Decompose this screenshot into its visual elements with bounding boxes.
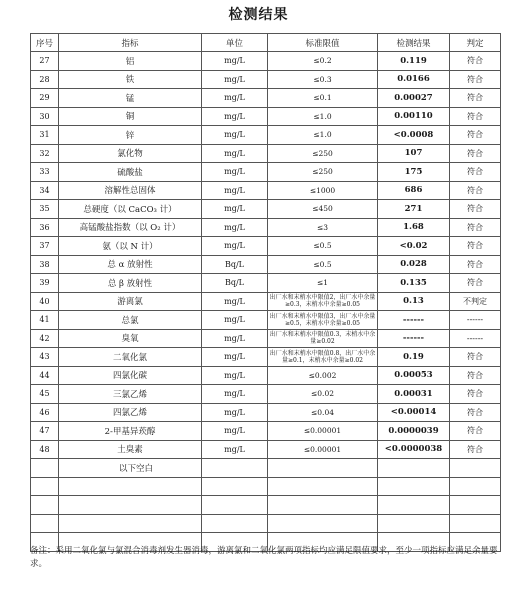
row-item-cell: 三氯乙烯 [59,385,202,404]
table-row [31,218,501,237]
row-no-cell: 41 [31,311,59,330]
row-unit-cell: mg/L [202,422,268,441]
row-item-cell: 总 β 放射性 [59,274,202,293]
row-unit-cell: mg/L [202,89,268,108]
table-header-row [31,34,501,52]
empty-cell [59,514,202,533]
row-limit-cell: ≤1 [268,274,378,293]
table-row [31,126,501,145]
row-limit-cell: ≤1.0 [268,107,378,126]
empty-cell [202,514,268,533]
row-unit-cell: mg/L [202,144,268,163]
row-limit-cell: ≤250 [268,144,378,163]
row-no-cell: 43 [31,348,59,367]
row-verdict-cell: 符合 [450,52,501,71]
row-verdict-cell: 符合 [450,89,501,108]
row-result-cell: 0.19 [378,348,450,367]
row-limit-cell: ≤0.5 [268,237,378,256]
row-verdict-cell: 符合 [450,200,501,219]
row-limit-cell: 出厂水和末梢水中限值2，出厂水中余量≥0.3，末梢水中余量≥0.05 [268,292,378,311]
row-limit-cell: ≤0.00001 [268,440,378,459]
row-limit-cell: ≤0.3 [268,70,378,89]
row-limit-cell: ≤3 [268,218,378,237]
row-no-cell: 32 [31,144,59,163]
row-unit-cell: Bq/L [202,274,268,293]
row-verdict-cell: 符合 [450,107,501,126]
table-row [31,366,501,385]
row-no-cell: 35 [31,200,59,219]
row-verdict-cell: 符合 [450,348,501,367]
row-result-cell: 0.00031 [378,385,450,404]
table-row-empty [31,477,501,496]
row-result-cell: <0.0000038 [378,440,450,459]
empty-cell [202,496,268,515]
row-verdict-cell: 符合 [450,274,501,293]
row-no-cell: 47 [31,422,59,441]
row-unit-cell: mg/L [202,200,268,219]
row-item-cell: 铁 [59,70,202,89]
row-item-cell: 游离氯 [59,292,202,311]
row-limit-cell: 出厂水和末梢水中限值0.8，出厂水中余量≥0.1，末梢水中余量≥0.02 [268,348,378,367]
table-row [31,292,501,311]
row-limit-cell: ≤0.5 [268,255,378,274]
row-verdict-cell: 符合 [450,126,501,145]
row-limit-cell: ≤450 [268,200,378,219]
row-result-cell: 0.13 [378,292,450,311]
table-row [31,89,501,108]
row-limit-cell: ≤0.04 [268,403,378,422]
table-row-end [31,459,501,478]
row-limit-cell: ≤1000 [268,181,378,200]
row-result-cell: <0.0008 [378,126,450,145]
table-row [31,311,501,330]
page-title: 检测结果 [228,7,289,23]
row-no-cell: 31 [31,126,59,145]
col-header-item: 指标 [59,34,202,52]
row-verdict-cell: 不判定 [450,292,501,311]
row-unit-cell: mg/L [202,329,268,348]
row-unit-cell: mg/L [202,107,268,126]
row-result-cell: 0.00110 [378,107,450,126]
row-result-cell: 175 [378,163,450,182]
col-header-no: 序号 [31,34,59,52]
row-limit-cell: ≤0.1 [268,89,378,108]
table-row [31,52,501,71]
col-header-limit: 标准限值 [268,34,378,52]
row-verdict-cell: 符合 [450,181,501,200]
row-limit-cell: 出厂水和末梢水中限值3，出厂水中余量≥0.5，末梢水中余量≥0.05 [268,311,378,330]
end-marker: 以下空白 [59,459,202,478]
row-result-cell: ------ [378,311,450,330]
table-row [31,163,501,182]
row-item-cell: 四氯乙烯 [59,403,202,422]
row-item-cell: 硫酸盐 [59,163,202,182]
empty-cell [450,459,501,478]
table-row [31,107,501,126]
row-no-cell: 45 [31,385,59,404]
row-item-cell: 总氯 [59,311,202,330]
row-limit-cell: ≤0.02 [268,385,378,404]
row-verdict-cell: 符合 [450,385,501,404]
col-header-unit: 单位 [202,34,268,52]
row-no-cell: 36 [31,218,59,237]
row-unit-cell: mg/L [202,385,268,404]
table-row [31,70,501,89]
results-table [30,33,501,552]
empty-cell [268,459,378,478]
row-no-cell: 39 [31,274,59,293]
row-item-cell: 二氧化氯 [59,348,202,367]
row-verdict-cell: 符合 [450,422,501,441]
empty-cell [31,477,59,496]
row-no-cell: 48 [31,440,59,459]
empty-cell [378,514,450,533]
row-no-cell: 46 [31,403,59,422]
col-header-result: 检测结果 [378,34,450,52]
row-result-cell: 0.0166 [378,70,450,89]
row-result-cell: ------ [378,329,450,348]
table-row [31,348,501,367]
empty-cell [31,514,59,533]
row-result-cell: 271 [378,200,450,219]
row-verdict-cell: 符合 [450,237,501,256]
table-row [31,181,501,200]
row-item-cell: 总 α 放射性 [59,255,202,274]
row-unit-cell: mg/L [202,52,268,71]
row-item-cell: 臭氧 [59,329,202,348]
row-item-cell: 土臭素 [59,440,202,459]
empty-cell [31,459,59,478]
row-no-cell: 27 [31,52,59,71]
row-no-cell: 30 [31,107,59,126]
empty-cell [31,496,59,515]
row-item-cell: 2-甲基异莰醇 [59,422,202,441]
row-result-cell: 0.135 [378,274,450,293]
row-result-cell: 107 [378,144,450,163]
row-result-cell: <0.02 [378,237,450,256]
row-no-cell: 44 [31,366,59,385]
row-no-cell: 33 [31,163,59,182]
row-unit-cell: mg/L [202,440,268,459]
row-result-cell: 0.028 [378,255,450,274]
table-row [31,403,501,422]
table-row [31,200,501,219]
row-result-cell: 1.68 [378,218,450,237]
empty-cell [268,496,378,515]
row-unit-cell: mg/L [202,292,268,311]
empty-cell [59,496,202,515]
row-verdict-cell: 符合 [450,218,501,237]
row-no-cell: 28 [31,70,59,89]
row-no-cell: 38 [31,255,59,274]
row-verdict-cell: 符合 [450,366,501,385]
row-limit-cell: ≤250 [268,163,378,182]
row-item-cell: 铜 [59,107,202,126]
row-no-cell: 40 [31,292,59,311]
row-no-cell: 42 [31,329,59,348]
row-verdict-cell: 符合 [450,255,501,274]
table-row [31,422,501,441]
row-unit-cell: mg/L [202,237,268,256]
row-verdict-cell: 符合 [450,144,501,163]
empty-cell [450,477,501,496]
row-no-cell: 29 [31,89,59,108]
table-row [31,440,501,459]
row-result-cell: 0.00027 [378,89,450,108]
table-row [31,144,501,163]
row-unit-cell: mg/L [202,163,268,182]
empty-cell [378,496,450,515]
empty-cell [450,514,501,533]
row-item-cell: 总硬度（以 CaCO₃ 计） [59,200,202,219]
row-verdict-cell: 符合 [450,440,501,459]
footnote: 备注：采用二氧化氯与氯混合消毒剂发生器消毒，游离氯和二氧化氯两项指标均应满足限值要求，至少一项指标应满足余量要求。 [30,546,498,569]
table-row [31,237,501,256]
row-result-cell: 0.119 [378,52,450,71]
table-row [31,385,501,404]
row-item-cell: 铝 [59,52,202,71]
empty-cell [378,477,450,496]
empty-cell [378,459,450,478]
empty-cell [268,514,378,533]
empty-cell [202,477,268,496]
empty-cell [202,459,268,478]
row-unit-cell: mg/L [202,348,268,367]
row-verdict-cell: 符合 [450,403,501,422]
table-row [31,255,501,274]
row-item-cell: 氨（以 N 计） [59,237,202,256]
row-unit-cell: Bq/L [202,255,268,274]
row-no-cell: 34 [31,181,59,200]
col-header-verdict: 判定 [450,34,501,52]
table-row [31,274,501,293]
row-item-cell: 溶解性总固体 [59,181,202,200]
table-row [31,329,501,348]
empty-cell [268,477,378,496]
row-result-cell: <0.00014 [378,403,450,422]
row-verdict-cell: ------ [450,329,501,348]
row-item-cell: 氯化物 [59,144,202,163]
row-limit-cell: ≤0.2 [268,52,378,71]
row-unit-cell: mg/L [202,403,268,422]
row-unit-cell: mg/L [202,181,268,200]
row-item-cell: 高锰酸盐指数（以 O₂ 计） [59,218,202,237]
row-limit-cell: ≤1.0 [268,126,378,145]
row-item-cell: 四氯化碳 [59,366,202,385]
row-result-cell: 0.00053 [378,366,450,385]
row-result-cell: 686 [378,181,450,200]
row-unit-cell: mg/L [202,218,268,237]
empty-cell [59,477,202,496]
row-limit-cell: ≤0.00001 [268,422,378,441]
row-limit-cell: ≤0.002 [268,366,378,385]
row-verdict-cell: 符合 [450,70,501,89]
row-unit-cell: mg/L [202,366,268,385]
row-verdict-cell: ------ [450,311,501,330]
row-limit-cell: 出厂水和末梢水中限值0.3，末梢水中余量≥0.02 [268,329,378,348]
row-result-cell: 0.0000039 [378,422,450,441]
empty-cell [450,496,501,515]
table-row-empty [31,496,501,515]
row-unit-cell: mg/L [202,70,268,89]
row-no-cell: 37 [31,237,59,256]
row-item-cell: 锰 [59,89,202,108]
row-unit-cell: mg/L [202,311,268,330]
row-verdict-cell: 符合 [450,163,501,182]
row-unit-cell: mg/L [202,126,268,145]
table-row-empty [31,514,501,533]
row-item-cell: 锌 [59,126,202,145]
